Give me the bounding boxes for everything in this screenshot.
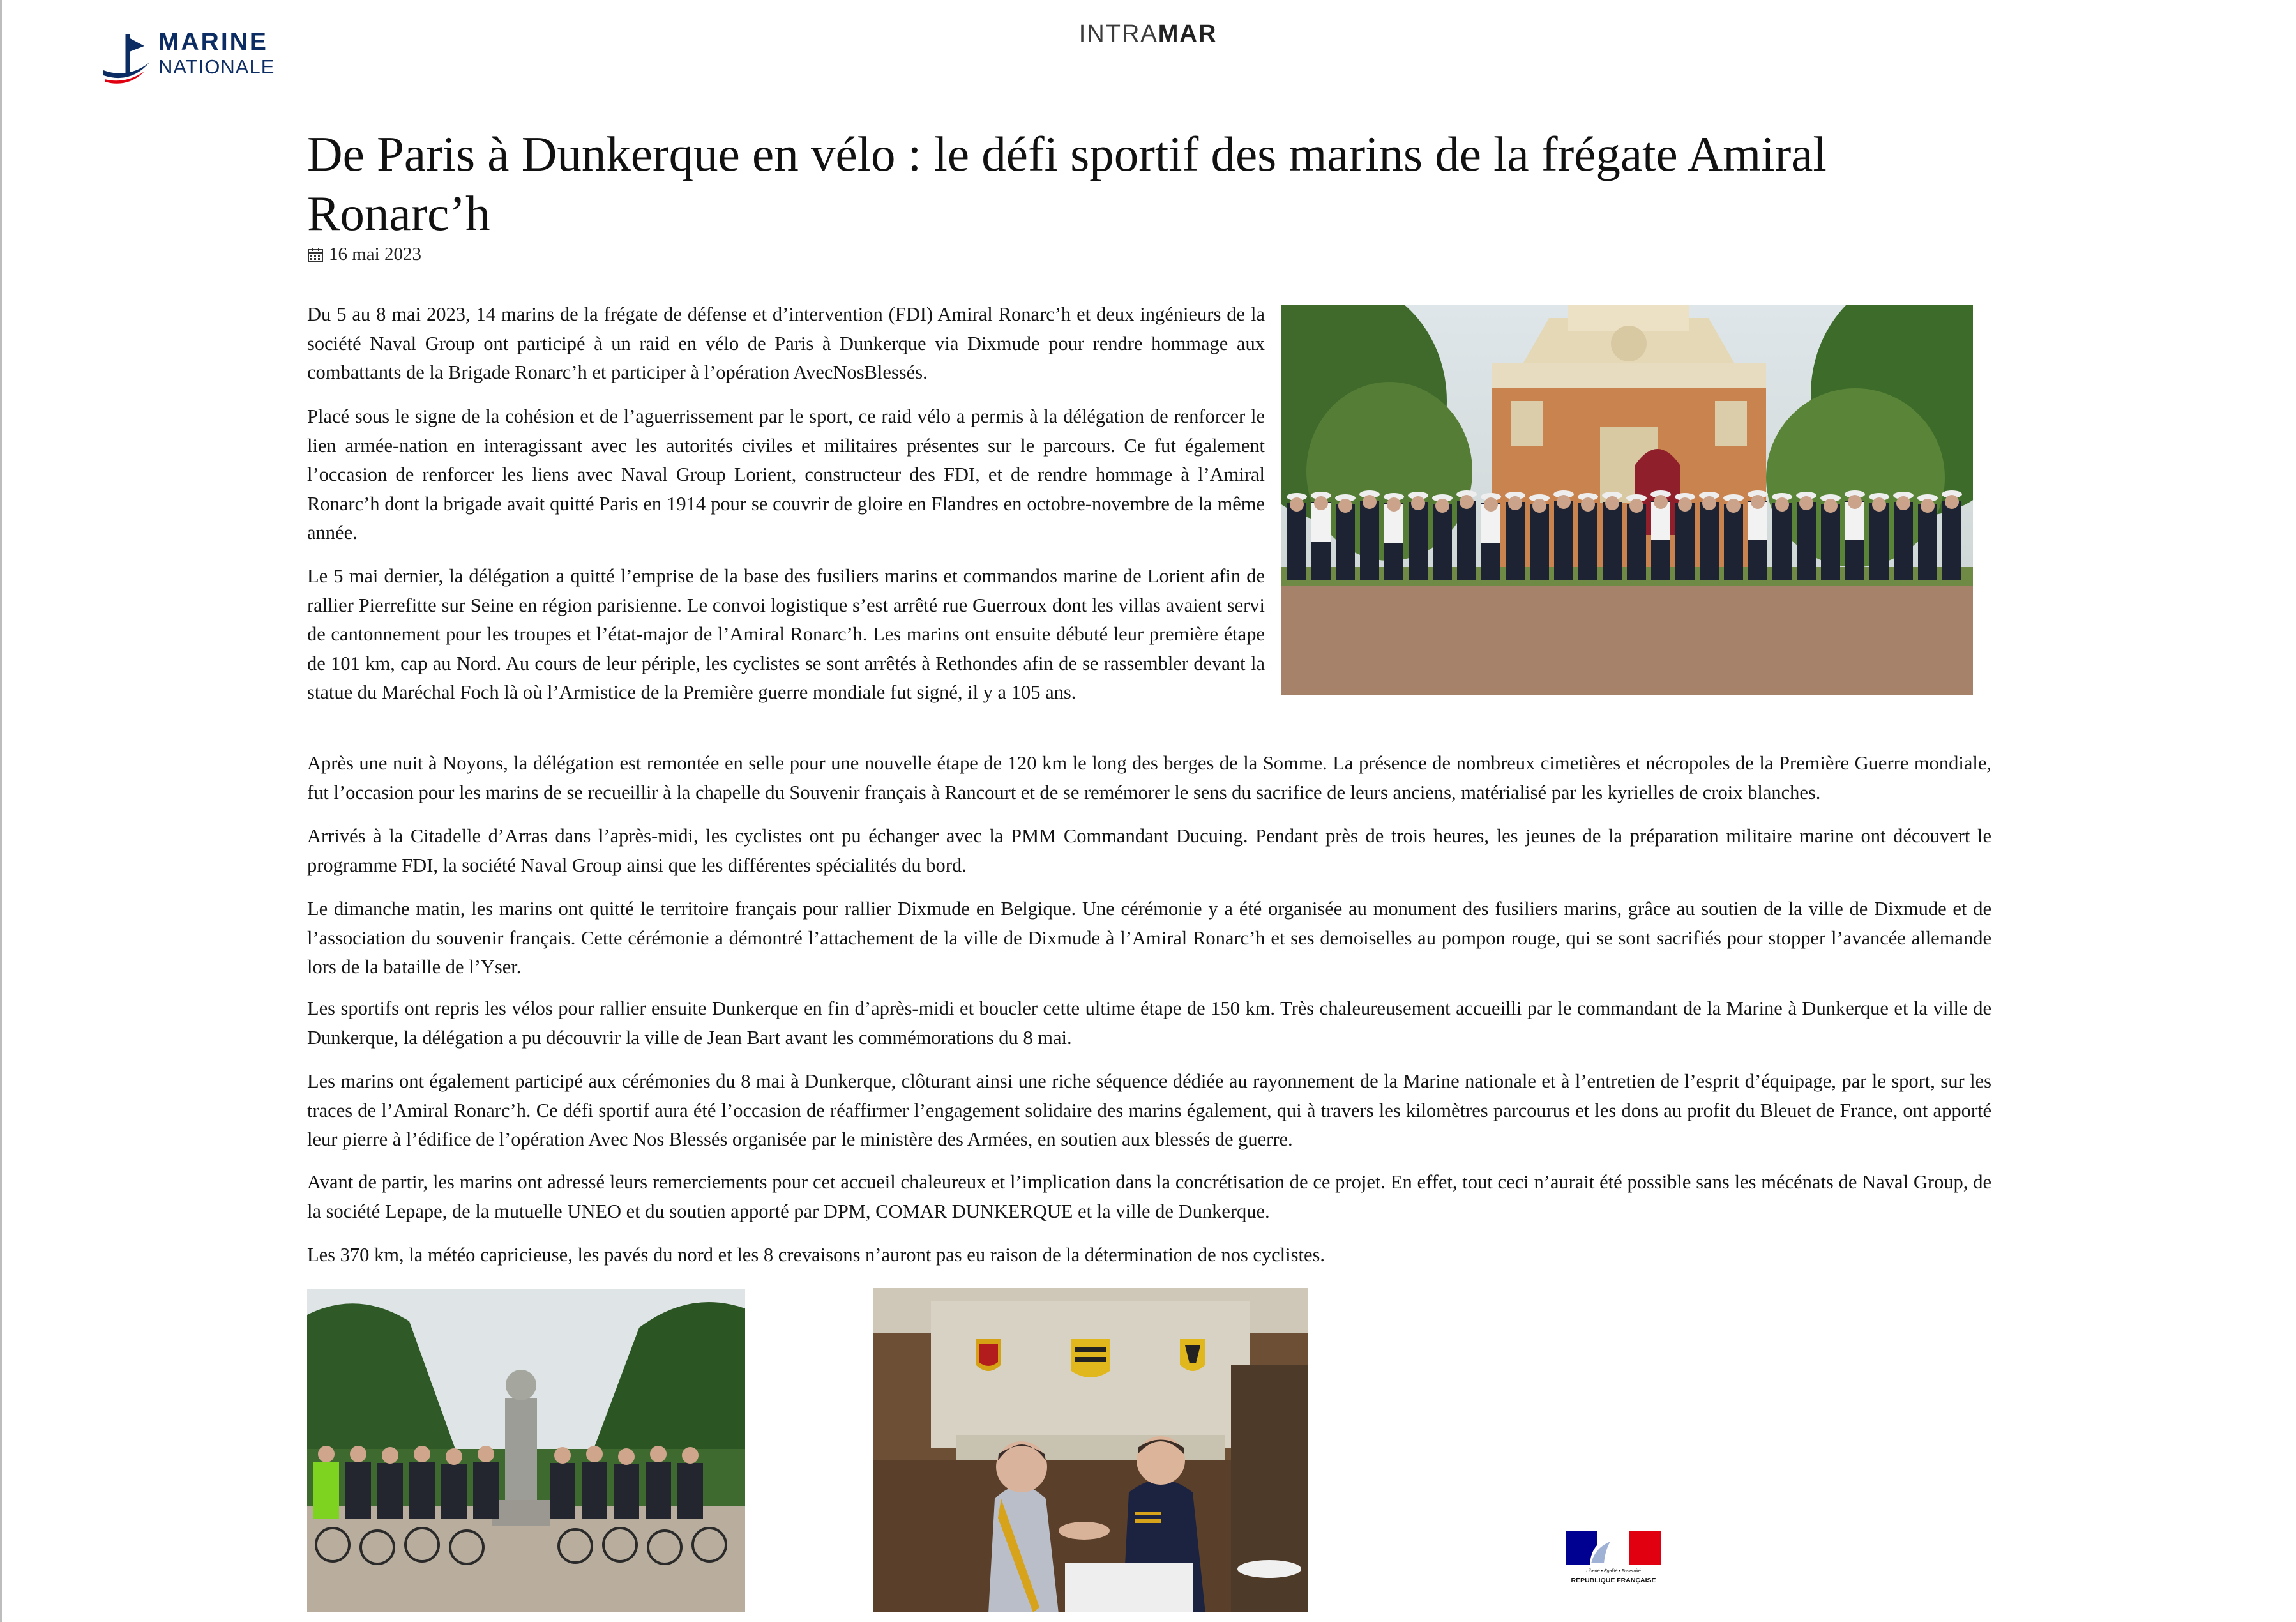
paragraph-1: Du 5 au 8 mai 2023, 14 marins de la frégate de défense et d’intervention (FDI) Amiral Ronarc’h et deux ingénieurs de la société Naval Group ont participé à un raid en vélo de Paris à Dunkerque via Dixmude pour rendre hommage aux combattants de la Brigade Ronarc’h et participer à l’opération AvecNosBlessés.: [307, 303, 1265, 383]
cyclists-photo: [307, 1289, 745, 1612]
group-photo-chapel: [1281, 305, 1973, 695]
paragraph-6: Le dimanche matin, les marins ont quitté le territoire français pour rallier Dixmude en Belgique. Une cérémonie y a été organisée au monument des fusiliers marins, grâce au soutien de la ville de Dixmude et de l’association du souvenir français. Cette cérémonie a démontré l’attachement de la ville de Dixmude à l’Amiral Ronarc’h et ses demoiselles au pompon rouge, qui se sont sacrifiés pour stopper l’avancée allemande lors de la bataille de l’Yser.: [307, 898, 1991, 978]
paragraph-3: Le 5 mai dernier, la délégation a quitté l’emprise de la base des fusiliers marins et commandos marine de Lorient afin de rallier Pierrefitte sur Seine en région parisienne. Le convoi logistique s’est arrêté rue Guerroux dont les villas avaient servi de cantonnement pour les troupes et l’état-major de l’Amiral Ronarc’h. Les marins ont ensuite débuté leur première étape de 101 km, cap au Nord. Au cours de leur périple, les cyclistes se sont arrêtés à Rethondes afin de se rassembler devant la statue du Maréchal Foch là où l’Armistice de la Première guerre mondiale fut signé, il y a 105 ans.: [307, 565, 1265, 703]
calendar-icon: [307, 246, 324, 263]
logo-line2: NATIONALE: [158, 56, 275, 78]
rf-motto: Liberté • Égalité • Fraternité: [1586, 1569, 1641, 1573]
paragraph-10: Les 370 km, la météo capricieuse, les pavés du nord et les 8 crevaisons n’auront pas eu raison de la détermination de nos cyclistes.: [307, 1244, 1325, 1266]
paragraph-7: Les sportifs ont repris les vélos pour rallier ensuite Dunkerque en fin d’après-midi et boucler cette ultime étape de 150 km. Très chaleureusement accueilli par le commandant de la Marine à Dunkerque et la ville de Dunkerque, la délégation a pu découvrir la ville de Jean Bart avant les commémorations du 8 mai.: [307, 997, 1991, 1049]
logo-line1: MARINE: [158, 28, 268, 56]
site-brand[interactable]: [0, 20, 2296, 48]
paragraph-4: Après une nuit à Noyons, la délégation est remontée en selle pour une nouvelle étape de 120 km le long des berges de la Somme. La présence de nombreux cimetières et nécropoles de la Première Guerre mondiale, fut l’occasion pour les marins de se recueillir à la chapelle du Souvenir français à Rancourt et de se remémorer le sens du sacrifice de leurs anciens, matérialisé par les kyrielles de croix blanches.: [307, 752, 1991, 803]
brand-light: INTRA: [1078, 20, 1158, 47]
handshake-photo: [873, 1288, 1308, 1612]
date-text: 16 mai 2023: [329, 244, 421, 264]
paragraph-5: Arrivés à la Citadelle d’Arras dans l’après-midi, les cyclistes ont pu échanger avec la PMM Commandant Ducuing. Pendant près de trois heures, les jeunes de la préparation militaire marine ont découvert le programme FDI, la société Naval Group ainsi que les différentes spécialités du bord.: [307, 825, 1991, 876]
article-title: De Paris à Dunkerque en vélo : le défi sportif des marins de la frégate Amiral Ronarc’h: [307, 126, 1827, 241]
paragraph-8: Les marins ont également participé aux cérémonies du 8 mai à Dunkerque, clôturant ainsi une riche séquence dédiée au rayonnement de la Marine nationale et à l’entretien de l’esprit d’équipage, par le sport, sur les traces de l’Amiral Ronarc’h. Ce défi sportif aura été l’occasion de réaffirmer l’engagement solidaire des marins également, qui à travers les kilomètres parcourus et les dons au profit du Bleuet de France, ont apporté leur pierre à l’édifice de l’opération Avec Nos Blessés organisée par le ministère des Armées, en soutien aux blessés de guerre.: [307, 1070, 1991, 1150]
marianne-flag-icon: [1566, 1531, 1661, 1590]
brand-bold: MAR: [1158, 20, 1218, 47]
page-border: [0, 0, 2, 1622]
article-date: [307, 244, 421, 265]
rf-name: RÉPUBLIQUE FRANÇAISE: [1571, 1577, 1656, 1584]
paragraph-2: Placé sous le signe de la cohésion et de l’aguerrissement par le sport, ce raid vélo a permis à la délégation de renforcer le lien armée-nation en interagissant avec les autorités civiles et militaires présentes sur le parcours. Ce fut également l’occasion de renforcer les liens avec Naval Group Lorient, constructeur des FDI, et de rendre hommage à l’Amiral Ronarc’h dont la brigade avait quitté Paris en 1914 pour se couvrir de gloire en Flandres en octobre-novembre de la même année.: [307, 406, 1265, 543]
republique-francaise-logo: [1566, 1531, 1661, 1590]
paragraph-9: Avant de partir, les marins ont adressé leurs remerciements pour cet accueil chaleureux et l’implication dans la concrétisation de ce projet. En effet, tout ceci n’aurait été possible sans les mécénats de Naval Group, de la société Lepape, de la mutuelle UNEO et du soutien apporté par DPM, COMAR DUNKERQUE et la ville de Dunkerque.: [307, 1171, 1991, 1222]
